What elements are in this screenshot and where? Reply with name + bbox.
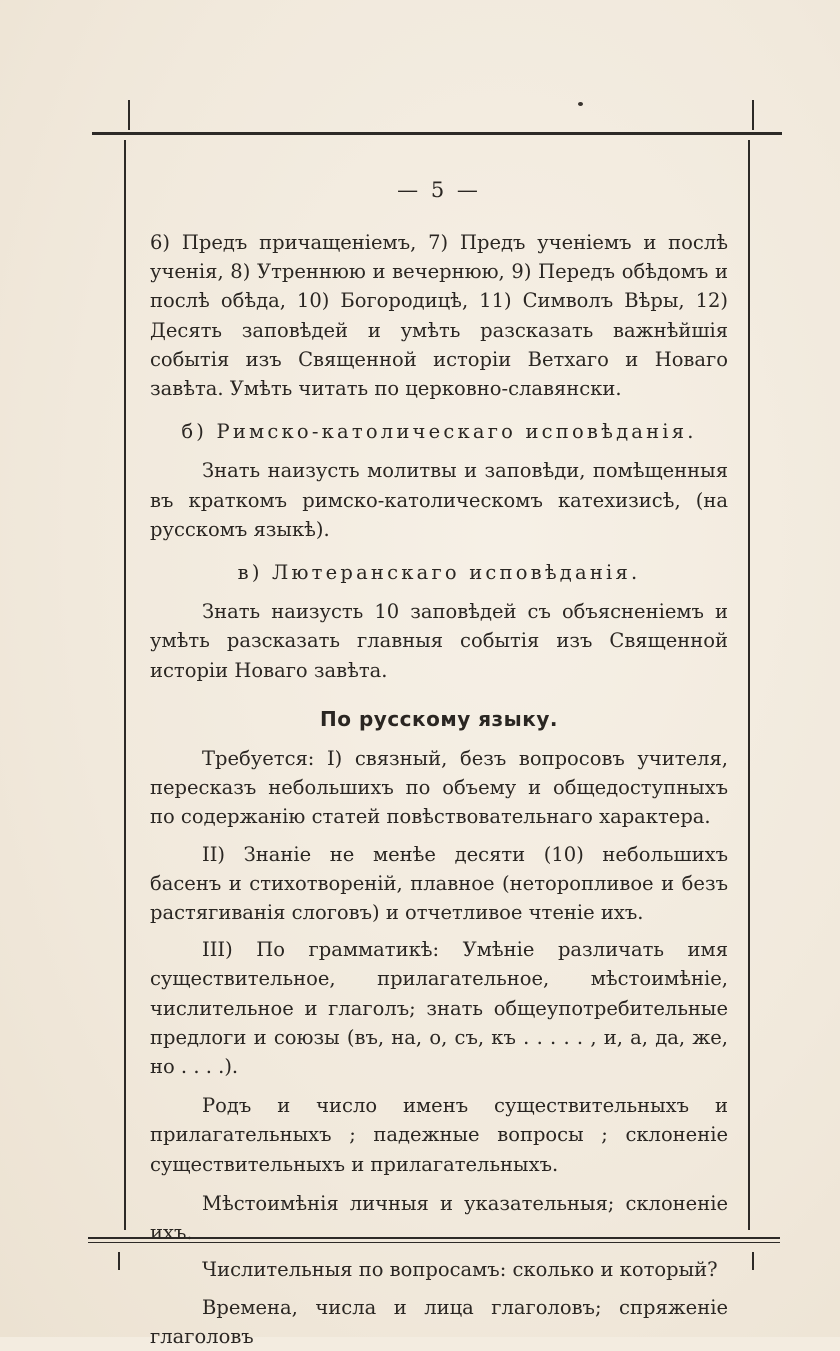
paragraph-pronouns: Мѣстоимѣнія личныя и указательныя; склоненіе ихъ. [150, 1191, 728, 1245]
paragraph-nouns: Родъ и число именъ существительныхъ и прилагательныхъ ; падежные вопросы ; склоненіе существительныхъ и прилагательныхъ. [150, 1094, 728, 1176]
heading-catholic: б) Римско-католическаго исповѣданія. [181, 420, 697, 444]
page-number: — 5 — [397, 178, 481, 202]
paragraph-retelling: Требуется: I) связный, безъ вопросовъ учителя, пересказъ небольшихъ по объему и общедоступныхъ по содержанію статей повѣствовательнаго характера. [150, 747, 728, 829]
frame-tick-bottom-left [118, 1252, 120, 1270]
frame-tick-top-left [128, 100, 130, 130]
top-rule [92, 132, 782, 135]
paragraph-prayers: 6) Предъ причащеніемъ, 7) Предъ ученіемъ и послѣ ученія, 8) Утреннюю и вечернюю, 9) Передъ обѣдомъ и послѣ обѣда, 10) Богородицѣ, 11) Символъ Вѣры, 12) Десять заповѣдей и умѣть разсказать важнѣйшія событія изъ Священной исторіи Ветхаго и Новаго завѣта. Умѣть читать по церковно-славянски. [150, 231, 728, 401]
paragraph-numerals: Числительныя по вопросамъ: сколько и который? [202, 1258, 718, 1282]
heading-lutheran: в) Лютеранскаго исповѣданія. [237, 561, 641, 585]
left-frame-line [124, 140, 126, 1230]
paragraph-grammar: III) По грамматикѣ: Умѣніе различать имя существительное, прилагательное, мѣстоимѣніе, числительное и глаголъ; знать общеупотребительные предлоги и союзы (въ, на, о, съ, къ . . . . . , и, а, да, же, но . . . .). [150, 938, 728, 1079]
paragraph-fables: II) Знаніе не менѣе десяти (10) небольшихъ басенъ и стихотвореній, плавное (неторопливое и безъ растягиванія слоговъ) и отчетливое чтеніе ихъ. [150, 842, 728, 925]
paragraph-catholic: Знать наизусть молитвы и заповѣди, помѣщенныя въ краткомъ римско-католическомъ катехизисѣ, (на русскомъ языкѣ). [150, 459, 728, 541]
ink-speck [578, 102, 583, 106]
right-frame-line [748, 140, 750, 1230]
page-text [150, 170, 728, 1351]
frame-tick-bottom-right [752, 1252, 754, 1270]
section-title-russian: По русскому языку. [320, 706, 558, 731]
paragraph-lutheran: Знать наизусть 10 заповѣдей съ объясненіемъ и умѣть разсказать главныя событія изъ Священной исторіи Новаго завѣта. [150, 600, 728, 682]
paragraph-verbs: Времена, числа и лица глаголовъ; спряженіе глаголовъ [150, 1295, 728, 1348]
frame-tick-top-right [752, 100, 754, 130]
